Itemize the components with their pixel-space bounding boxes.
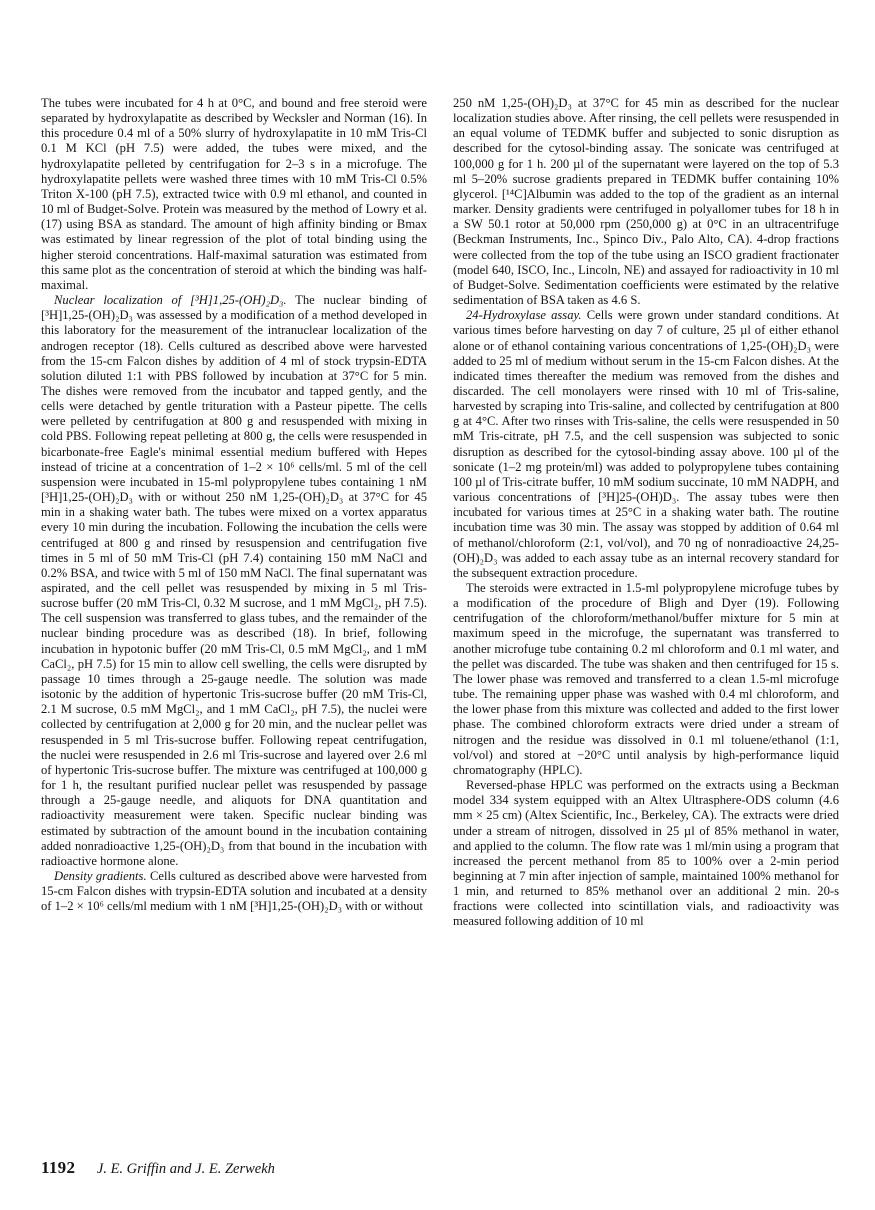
paragraph-binding-assay-end: The tubes were incubated for 4 h at 0°C, and bound and free steroid were separated by hydroxylapatite as described by Wecksler and Norman (16). In this procedure 0.4 ml of a 50% slurry of hydroxylapatite in 10 mM Tris-Cl 0.1 M KCl (pH 7.5) were added, the tubes were mixed, and the hydroxylapatite pelleted by centrifugation for 2–3 s in a microfuge. The hydroxylapatite pellets were washed three times with 10 mM Tris-Cl 0.5% Triton X-100 (pH 7.5), extracted twice with 0.9 ml ethanol, and counted in 10 ml of Budget-Solve. Protein was measured by the method of Lowry et al. (17) using BSA as standard. The amount of high affinity binding or Bmax was estimated by linear regression of the plot of total binding using the higher steroid concentrations. Half-maximal saturation was estimated from this same plot as the concentration of steroid at which the binding was half-maximal. bbox=[41, 96, 427, 292]
page-footer bbox=[41, 1158, 275, 1178]
paragraph-24-hydroxylase bbox=[453, 308, 839, 581]
section-heading-24-hydroxylase: 24-Hydroxylase assay. bbox=[466, 308, 582, 323]
paragraph-density-gradients-continued: 250 nM 1,25-(OH)₂D₃ at 37°C for 45 min as described for the nuclear localization studies above. After rinsing, the cell pellets were resuspended in an equal volume of TEDMK buffer and subjected to sonic disruption as described for the cytosol-binding assay. The sonicate was centrifuged at 100,000 g for 1 h. 200 µl of the supernatant were layered on the top of 5.3 ml 5–20% sucrose gradients prepared in TEDMK buffer containing 10% glycerol. [¹⁴C]Albumin was added to the top of the gradient as an internal marker. Density gradients were centrifuged in polyallomer tubes for 18 h in a SW 50.1 rotor at 50,000 rpm (250,000 g) at 0°C in an ultracentrifuge (Beckman Instruments, Inc., Spinco Div., Palo Alto, CA). 4-drop fractions were collected from the top of the tube using an ISCO gradient fractionater (model 640, ISCO, Inc., Lincoln, NE) and assayed for radioactivity in 10 ml of Budget-Solve. Sedimentation coefficients were estimated by the relative sedimentation of BSA taken as 4.6 S. bbox=[453, 96, 839, 308]
paragraph-nuclear-localization bbox=[41, 293, 427, 869]
running-footer-authors: J. E. Griffin and J. E. Zerwekh bbox=[96, 1161, 275, 1177]
paragraph-24-hydroxylase-body: Cells were grown under standard conditions. At various times before harvesting on day 7 of culture, 25 µl of either ethanol alone or of ethanol containing various concentrations of 1,25-(OH)₂D₃ were added to 25 ml of medium without serum in the 15-cm Falcon dishes. At the indicated times thereafter the medium was removed from the dishes and discarded. The cell monolayers were rinsed with 10 ml of Tris-saline, harvested by scraping into Tris-saline, and collected by centrifugation at 800 g at 4°C. After two rinses with Tris-saline, the cells were resuspended in 50 mM Tris-citrate, pH 7.5, and the cell suspension was subjected to sonic disruption as described for the cytosol-binding assay above. 100 µl of the sonicate (1–2 mg protein/ml) was added to polypropylene tubes containing 100 µl of Tris-citrate buffer, 10 mM sodium succinate, 10 mM NADPH, and various concentrations of [³H]25-(OH)D₃. The assay tubes were then incubated for various times at 25°C in a shaking water bath. The routine incubation time was 30 min. The assay was stopped by addition of 0.64 ml of methanol/chloroform (2:1, vol/vol), and 70 ng of nonradioactive 24,25-(OH)₂D₃ was added to each assay tube as an internal recovery standard for the subsequent extraction procedure. bbox=[453, 308, 839, 580]
paragraph-density-gradients bbox=[41, 869, 427, 914]
paragraph-density-gradients-body: Cells cultured as described above were harvested from 15-cm Falcon dishes with trypsin-EDTA solution and incubated at a density of 1–2 × 10⁶ cells/ml medium with 1 nM [³H]1,25-(OH)₂D₃ with or without bbox=[41, 868, 427, 914]
right-column bbox=[453, 96, 839, 930]
section-heading-density-gradients: Density gradients. bbox=[54, 868, 147, 883]
section-heading-nuclear-localization: Nuclear localization of [³H]1,25-(OH)₂D₃. bbox=[54, 293, 287, 308]
paragraph-steroid-extraction: The steroids were extracted in 1.5-ml polypropylene microfuge tubes by a modification of the procedure of Bligh and Dyer (19). Following centrifugation of the chloroform/methanol/buffer mixture for 5 min at maximum speed in the microfuge, the supernatant was transferred to another microfuge tube containing 0.2 ml chloroform and 0.1 ml water, and the pellet was discarded. The tube was shaken and then centrifuged for 15 s. The lower phase was removed and transferred to a clean 1.5-ml microfuge tube. The remaining upper phase was washed with 0.4 ml chloroform, and the lower phase from this mixture was collected and added to the first lower phase. The combined chloroform extracts were dried under a stream of nitrogen and the residue was dissolved in 0.1 ml toluene/ethanol (1:1, vol/vol) and stored at −20°C until analysis by high-performance liquid chromatography (HPLC). bbox=[453, 581, 839, 777]
paragraph-nuclear-localization-body: The nuclear binding of [³H]1,25-(OH)₂D₃ was assessed by a modification of a method developed in this laboratory for the measurement of the intranuclear localization of the androgen receptor (18). Cells cultured as described above were harvested from the 15-cm Falcon dishes by addition of 4 ml of stock trypsin-EDTA solution diluted 1:1 with PBS followed by incubation at 37°C for 5 min. The dishes were removed from the incubator and tapped gently, and the cells were detached by gentle trituration with a Pasteur pipette. The cells were pelleted by centrifugation at 800 g and resuspended with mixing in cold PBS. Following repeat pelleting at 800 g, the cells were resuspended in bicarbonate-free Eagle's minimal essential medium buffered with Hepes instead of tricine at a concentration of 1–2 × 10⁶ cells/ml. 5 ml of the cell suspension were incubated in 15-ml polypropylene tubes containing 1 nM [³H]1,25-(OH)₂D₃ with or without 250 nM 1,25-(OH)₂D₃ at 37°C for 45 min in a shaking water bath. The tubes were mixed on a vortex apparatus every 10 min during the incubation. Following the incubation the cells were centrifuged at 800 g and rinsed by resuspension and centrifugation five times in 5 ml of 50 mM Tris-Cl (pH 7.4) containing 150 mM NaCl and 0.2% BSA, and twice with 5 ml of 150 mM NaCl. The final supernatant was aspirated, and the cell pellet was resuspended by mixing in 5 ml Tris-sucrose buffer (20 mM Tris-Cl, 0.32 M sucrose, and 1 mM MgCl₂, pH 7.5). The cell suspension was transferred to glass tubes, and the remainder of the nuclear binding procedure was as described (18). In brief, following incubation in hypotonic buffer (20 mM Tris-Cl, 0.5 mM MgCl₂, and 1 mM CaCl₂, pH 7.5) for 15 min to allow cell swelling, the cells were disrupted by passage 10 times through a 25-gauge needle. The solution was made isotonic by the addition of hypertonic Tris-sucrose buffer (20 mM Tris-Cl, 2.1 M sucrose, 0.5 mM MgCl₂, and 1 mM CaCl₂, pH 7.5), the nuclei were collected by centrifugation at 2,000 g for 20 min, and the nuclear pellet was resuspended in 5 ml Tris-sucrose buffer. Following repeat centrifugation, the nuclei were resuspended in 2.6 ml Tris-sucrose and layered over 2.6 ml of hypertonic Tris-sucrose buffer. The mixture was centrifuged at 100,000 g for 1 h, the resultant purified nuclear pellet was resuspended by passage through a 25-gauge needle, and aliquots for DNA quantitation and radioactivity measurement were taken. Specific nuclear binding was estimated by subtraction of the amount bound in the incubation containing added nonradioactive 1,25-(OH)₂D₃ from that bound in the incubation with radioactive hormone alone. bbox=[41, 293, 427, 868]
left-column bbox=[41, 96, 427, 914]
paragraph-hplc: Reversed-phase HPLC was performed on the extracts using a Beckman model 334 system equipped with an Altex Ultrasphere-ODS column (4.6 mm × 25 cm) (Altex Scientific, Inc., Berkeley, CA). The extracts were dried under a stream of nitrogen, dissolved in 25 µl of 85% methanol in water, and applied to the column. The flow rate was 1 ml/min using a program that increased the percent methanol from 85 to 100% over a 2-min period beginning at 7 min after injection of sample, maintained 100% methanol for 1 min, and returned to 85% methanol over an additional 2 min. 20-s fractions were collected into scintillation vials, and radioactivity was measured following addition of 10 ml bbox=[453, 778, 839, 929]
page-number: 1192 bbox=[41, 1158, 76, 1177]
